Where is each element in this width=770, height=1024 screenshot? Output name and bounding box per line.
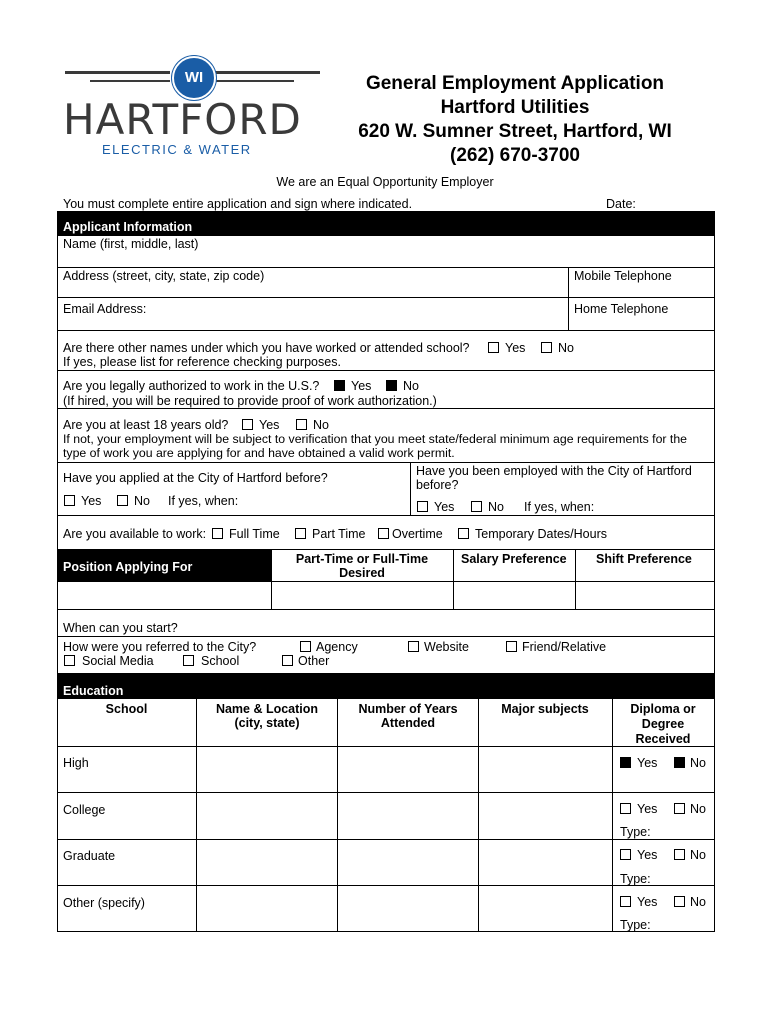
divider bbox=[57, 267, 715, 268]
applicant-section-header: Applicant Information bbox=[57, 211, 715, 236]
other-names-note: If yes, please list for reference checking purposes. bbox=[63, 355, 341, 369]
other-names-question: Are there other names under which you have worked or attended school? bbox=[63, 341, 470, 355]
divider bbox=[57, 746, 715, 747]
checkbox-label: Yes bbox=[637, 756, 658, 770]
frame-right bbox=[714, 211, 715, 931]
part-full-time-header: Part-Time or Full-Time Desired bbox=[295, 552, 429, 580]
checkbox-label: Part Time bbox=[312, 527, 366, 541]
education-row-other: Other (specify) bbox=[63, 896, 145, 910]
education-row-college: College bbox=[63, 803, 106, 817]
checkbox-label: No bbox=[488, 500, 504, 514]
school-checkbox[interactable] bbox=[183, 655, 194, 666]
date-field[interactable]: Date: bbox=[606, 197, 636, 211]
graduate-type-field[interactable]: Type: bbox=[620, 872, 651, 886]
checkbox-label: No bbox=[403, 379, 419, 393]
shift-preference-header: Shift Preference bbox=[596, 552, 692, 566]
graduate-no-checkbox[interactable] bbox=[674, 849, 685, 860]
checkbox-label: Overtime bbox=[392, 527, 443, 541]
college-no-checkbox[interactable] bbox=[674, 803, 685, 814]
employed-before-question: Have you been employed with the City of Hartford before? bbox=[416, 464, 692, 492]
checkbox-label: No bbox=[690, 756, 706, 770]
other-no-checkbox[interactable] bbox=[674, 896, 685, 907]
home-phone-field[interactable]: Home Telephone bbox=[574, 302, 669, 316]
checkbox-label: Other bbox=[298, 654, 330, 668]
divider bbox=[196, 699, 197, 931]
age-note: If not, your employment will be subject to verification that you meet state/federal minimum age requirements for the type of work you are applying for and have obtained a valid work permit. bbox=[63, 432, 688, 460]
checkbox-label: Yes bbox=[351, 379, 372, 393]
logo-line-left-2 bbox=[90, 80, 170, 82]
other-referral-checkbox[interactable] bbox=[282, 655, 293, 666]
mobile-phone-field[interactable]: Mobile Telephone bbox=[574, 269, 672, 283]
checkbox-label: No bbox=[313, 418, 329, 432]
checkbox-label: Yes bbox=[637, 895, 658, 909]
divider bbox=[57, 370, 715, 371]
checkbox-label: Yes bbox=[81, 494, 102, 508]
agency-checkbox[interactable] bbox=[300, 641, 311, 652]
years-col-header: Number of Years Attended bbox=[358, 702, 458, 730]
divider bbox=[57, 515, 715, 516]
age-yes-checkbox[interactable] bbox=[242, 419, 253, 430]
major-col-header: Major subjects bbox=[501, 702, 589, 716]
checkbox-label: Yes bbox=[505, 341, 526, 355]
other-names-no-checkbox[interactable] bbox=[541, 342, 552, 353]
age-question: Are you at least 18 years old? bbox=[63, 418, 229, 432]
website-checkbox[interactable] bbox=[408, 641, 419, 652]
divider bbox=[57, 839, 715, 840]
high-yes-checkbox[interactable] bbox=[620, 757, 631, 768]
authorized-question: Are you legally authorized to work in the U.S.? bbox=[63, 379, 320, 393]
overtime-checkbox[interactable] bbox=[378, 528, 389, 539]
divider bbox=[57, 792, 715, 793]
name-location-col-header: Name & Location (city, state) bbox=[215, 702, 319, 730]
salary-preference-header: Salary Preference bbox=[461, 552, 567, 566]
instruction: You must complete entire application and sign where indicated. bbox=[63, 197, 413, 211]
divider bbox=[57, 609, 715, 610]
logo-line-right-2 bbox=[214, 80, 294, 82]
college-yes-checkbox[interactable] bbox=[620, 803, 631, 814]
checkbox-label: Yes bbox=[434, 500, 455, 514]
employed-when-field[interactable]: If yes, when: bbox=[524, 500, 595, 514]
divider bbox=[612, 699, 613, 931]
org-name: Hartford Utilities bbox=[440, 97, 590, 118]
school-col-header: School bbox=[105, 702, 148, 716]
form-title: General Employment Application bbox=[365, 73, 665, 94]
divider bbox=[57, 885, 715, 886]
org-phone: (262) 670-3700 bbox=[450, 145, 580, 166]
education-row-high: High bbox=[63, 756, 89, 770]
checkbox-label: Social Media bbox=[82, 654, 154, 668]
other-names-yes-checkbox[interactable] bbox=[488, 342, 499, 353]
applied-yes-checkbox[interactable] bbox=[64, 495, 75, 506]
other-yes-checkbox[interactable] bbox=[620, 896, 631, 907]
logo-badge-icon: WI bbox=[172, 56, 216, 100]
temporary-checkbox[interactable] bbox=[458, 528, 469, 539]
divider bbox=[57, 297, 715, 298]
checkbox-label: Yes bbox=[637, 848, 658, 862]
applied-no-checkbox[interactable] bbox=[117, 495, 128, 506]
checkbox-label: Full Time bbox=[229, 527, 280, 541]
name-field[interactable]: Name (first, middle, last) bbox=[63, 237, 199, 251]
logo-tagline: ELECTRIC & WATER bbox=[102, 142, 252, 157]
divider bbox=[57, 408, 715, 409]
checkbox-label: No bbox=[558, 341, 574, 355]
applied-when-field[interactable]: If yes, when: bbox=[168, 494, 239, 508]
authorized-yes-checkbox[interactable] bbox=[334, 380, 345, 391]
checkbox-label: Yes bbox=[259, 418, 280, 432]
part-full-time-input[interactable] bbox=[272, 582, 452, 609]
checkbox-label: Agency bbox=[316, 640, 358, 654]
logo-name: HARTFORD bbox=[63, 95, 302, 144]
logo-line-left bbox=[65, 71, 170, 74]
high-no-checkbox[interactable] bbox=[674, 757, 685, 768]
availability-question: Are you available to work: bbox=[63, 527, 207, 541]
checkbox-label: No bbox=[134, 494, 150, 508]
referral-question: How were you referred to the City? bbox=[63, 640, 257, 654]
checkbox-label: No bbox=[690, 895, 706, 909]
checkbox-label: No bbox=[690, 848, 706, 862]
eeo-statement: We are an Equal Opportunity Employer bbox=[276, 175, 494, 189]
age-no-checkbox[interactable] bbox=[296, 419, 307, 430]
org-address: 620 W. Sumner Street, Hartford, WI bbox=[358, 121, 672, 142]
checkbox-label: School bbox=[201, 654, 240, 668]
divider bbox=[478, 699, 479, 931]
friend-relative-checkbox[interactable] bbox=[506, 641, 517, 652]
position-input[interactable] bbox=[58, 582, 270, 609]
authorized-note: (If hired, you will be required to provide proof of work authorization.) bbox=[63, 394, 437, 408]
social-media-checkbox[interactable] bbox=[64, 655, 75, 666]
divider bbox=[337, 699, 338, 931]
checkbox-label: Website bbox=[424, 640, 469, 654]
checkbox-label: Yes bbox=[637, 802, 658, 816]
divider bbox=[57, 330, 715, 331]
checkbox-label: No bbox=[690, 802, 706, 816]
education-section-header: Education bbox=[57, 673, 715, 699]
divider bbox=[57, 931, 715, 932]
divider bbox=[57, 636, 715, 637]
employed-yes-checkbox[interactable] bbox=[417, 501, 428, 512]
part-time-checkbox[interactable] bbox=[295, 528, 306, 539]
checkbox-label: Temporary Dates/Hours bbox=[475, 527, 607, 541]
shift-input[interactable] bbox=[576, 582, 714, 609]
checkbox-label: Friend/Relative bbox=[522, 640, 607, 654]
authorized-no-checkbox[interactable] bbox=[386, 380, 397, 391]
diploma-col-header: Diploma or Degree Received bbox=[630, 702, 696, 746]
education-row-graduate: Graduate bbox=[63, 849, 116, 863]
college-type-field[interactable]: Type: bbox=[620, 825, 651, 839]
divider bbox=[57, 462, 715, 463]
email-field[interactable]: Email Address: bbox=[63, 302, 147, 316]
full-time-checkbox[interactable] bbox=[212, 528, 223, 539]
address-field[interactable]: Address (street, city, state, zip code) bbox=[63, 269, 265, 283]
applied-before-question: Have you applied at the City of Hartford before? bbox=[63, 471, 328, 485]
employed-no-checkbox[interactable] bbox=[471, 501, 482, 512]
divider bbox=[568, 267, 569, 330]
salary-input[interactable] bbox=[454, 582, 574, 609]
start-date-field[interactable]: When can you start? bbox=[63, 621, 178, 635]
other-type-field[interactable]: Type: bbox=[620, 918, 651, 932]
divider bbox=[410, 462, 411, 515]
position-header: Position Applying For bbox=[57, 549, 271, 581]
graduate-yes-checkbox[interactable] bbox=[620, 849, 631, 860]
